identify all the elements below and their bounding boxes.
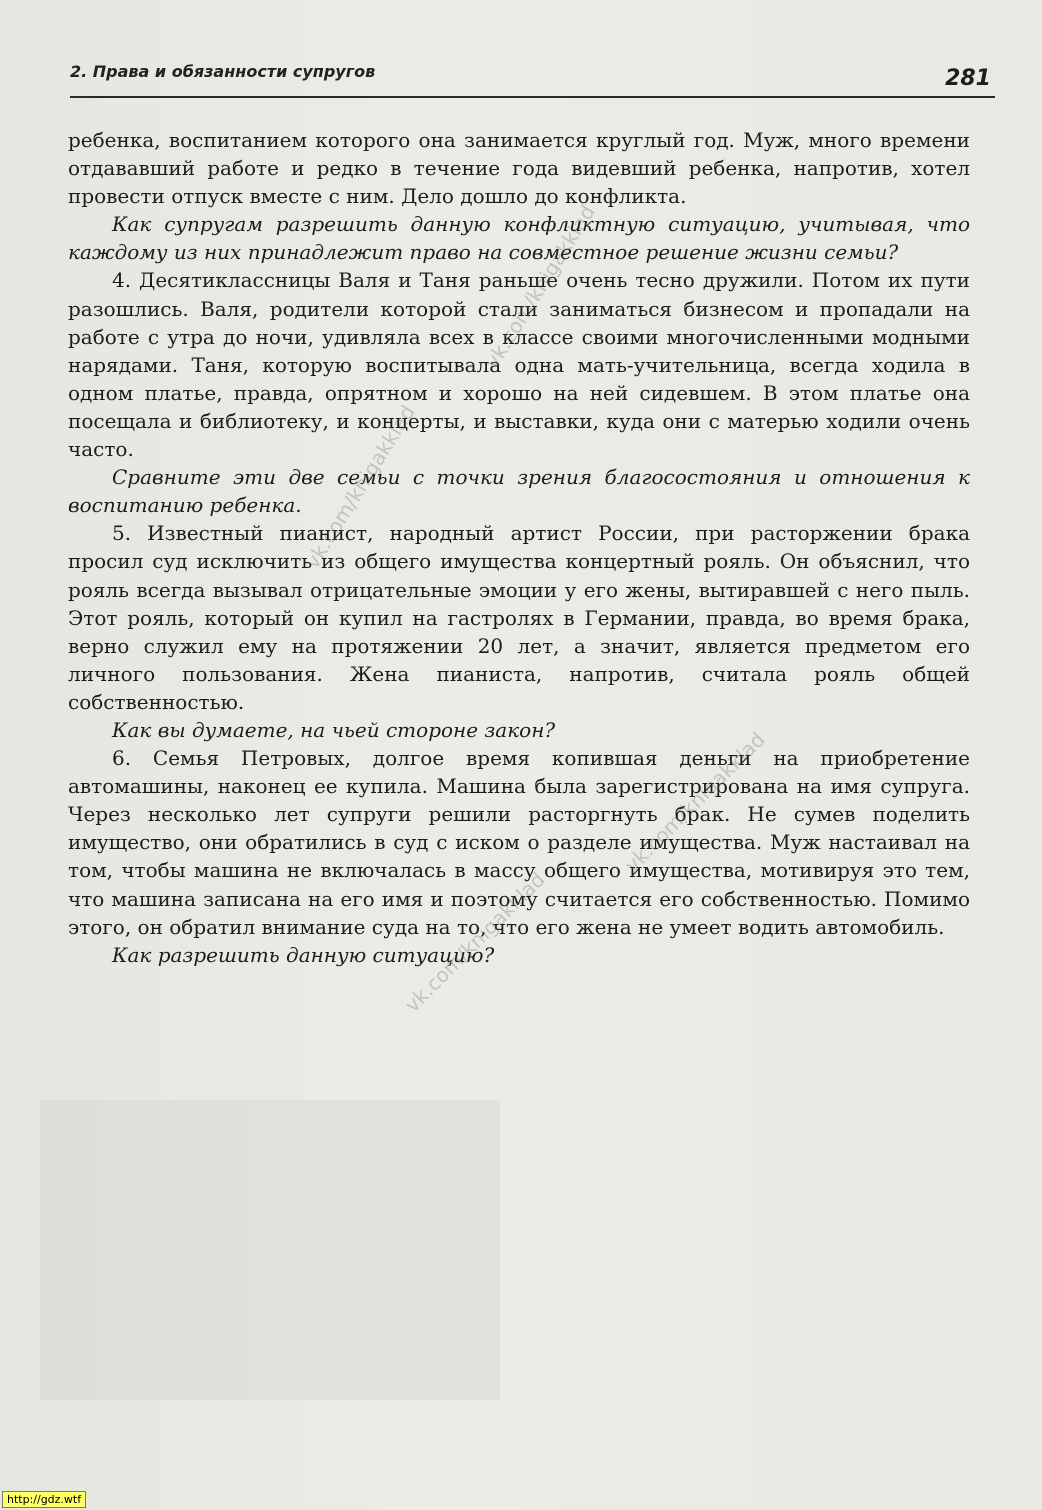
watermark: vk.com/knigakklad [480, 200, 600, 373]
running-head: 2. Права и обязанности супругов [70, 62, 376, 81]
question-5: Как вы думаете, на чьей стороне закон? [112, 717, 556, 742]
watermark: vk.com/knigakklad [620, 727, 770, 877]
bleed-through-box [40, 1100, 500, 1400]
source-link[interactable]: http://gdz.wtf [2, 1491, 86, 1508]
main-text [68, 126, 970, 969]
page-number: 281 [945, 66, 991, 91]
question-6: Как разрешить данную ситуацию? [112, 942, 495, 967]
task-4: 4. Десятиклассницы Валя и Таня раньше очень тесно дружили. Потом их пути разошлись. Валя, родители которой стали заниматься бизнесом и пропадали на работе с утра до ночи, удивляла всех в классе своими многочисленными модными нарядами. Таня, которую воспитывала одна мать-учительница, всегда ходила в одном платье, правда, опрятном и хорошо на ней сидевшем. В этом платье она посещала и библиотеку, и концерты, и выставки, куда они с матерью ходили очень часто. [68, 268, 970, 462]
paragraph-continuation: ребенка, воспитанием которого она занимается круглый год. Муж, много времени отдававший работе и редко в течение года видевший ребенка, напротив, хотел провести отпуск вместе с ним. Дело дошло до конфликта. [68, 128, 970, 209]
watermark: vk.com/knigakklad [300, 400, 420, 573]
task-5: 5. Известный пианист, народный артист России, при расторжении брака просил суд исключить из общего имущества концертный рояль. Он объяснил, что рояль всегда вызывал отрицательные эмоции у его жены, вытиравшей с него пыль. Этот рояль, который он купил на гастролях в Германии, правда, во время брака, верно служил ему на протяжении 20 лет, а значит, является предметом его личного пользования. Жена пианиста, напротив, считала рояль общей собственностью. [68, 521, 970, 714]
page-header [70, 58, 995, 98]
task-6: 6. Семья Петровых, долгое время копившая деньги на приобретение автомашины, наконец ее купила. Машина была зарегистрирована на имя супруга. Через несколько лет супруги решили расторгнуть брак. Не сумев поделить имущество, они обратились в суд с иском о разделе имущества. Муж настаивал на том, чтобы машина не включалась в массу общего имущества, мотивируя это тем, что машина записана на его имя и поэтому считается его собственностью. Помимо этого, он обратил внимание суда на то, что его жена не умеет водить автомобиль. [68, 746, 970, 939]
question-4: Сравните эти две семьи с точки зрения благосостояния и отношения к воспитанию ребенка. [68, 465, 970, 518]
watermark: vk.com/knigakklad [400, 867, 550, 1017]
question-3: Как супругам разрешить данную конфликтную ситуацию, учитывая, что каждому из них принадлежит право на совместное решение жизни семьи? [68, 212, 970, 265]
